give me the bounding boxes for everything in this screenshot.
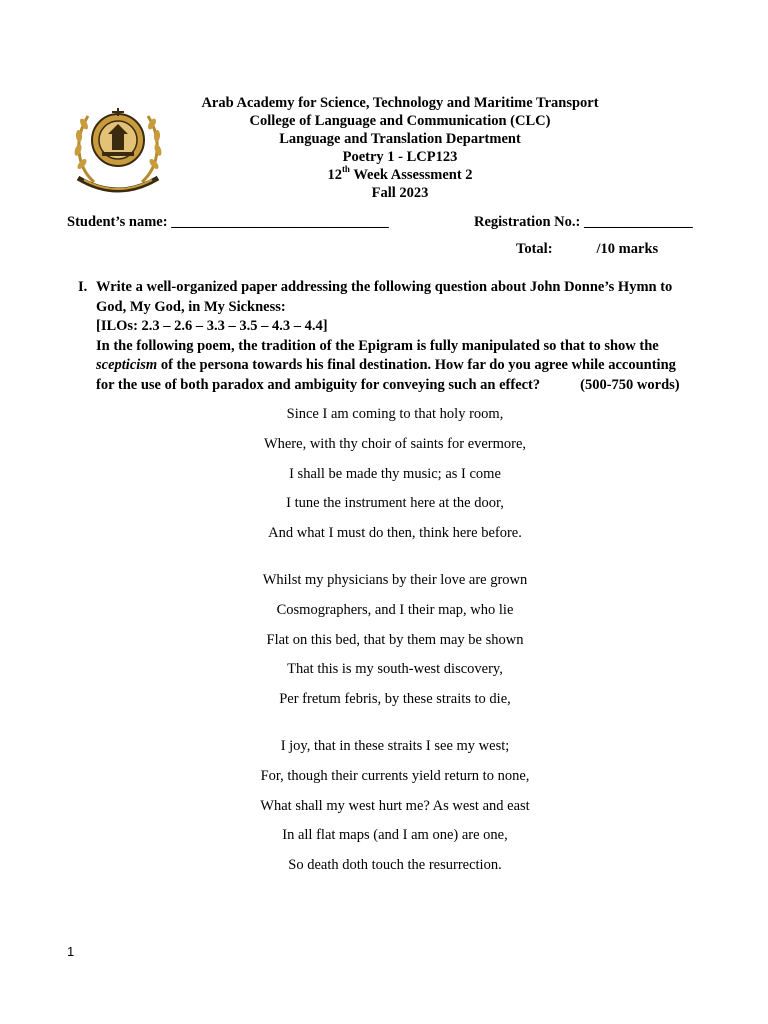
poem-line: In all flat maps (and I am one) are one, <box>282 827 508 844</box>
poem-line: I shall be made thy music; as I come <box>289 465 501 482</box>
poem-line: Cosmographers, and I their map, who lie <box>276 601 514 618</box>
poem-line: I joy, that in these straits I see my west; <box>280 737 510 754</box>
poem-line: So death doth touch the resurrection. <box>288 857 502 874</box>
registration-number-field[interactable]: Registration No.: _______________ <box>474 214 693 230</box>
department-name: Language and Translation Department <box>279 131 521 147</box>
institution-name: Arab Academy for Science, Technology and Maritime Transport <box>201 95 599 111</box>
poem-line: And what I must do then, think here before. <box>268 525 522 542</box>
poem-line: Per fretum febris, by these straits to die, <box>279 691 511 708</box>
total-marks: Total: /10 marks <box>516 241 659 257</box>
poem-line: For, though their currents yield return to none, <box>260 767 530 784</box>
term: Fall 2023 <box>371 185 429 201</box>
poem-line: Flat on this bed, that by them may be shown <box>266 631 524 648</box>
question-number: I. <box>78 279 88 295</box>
poem-stanza <box>0 404 768 553</box>
poem <box>0 404 768 885</box>
poem-stanza <box>0 570 768 719</box>
poem-line: Where, with thy choir of saints for evermore, <box>263 435 527 452</box>
assessment-title: 12th Week Assessment 2 <box>327 164 473 183</box>
page-number: 1 <box>67 944 75 959</box>
poem-line: I tune the instrument here at the door, <box>286 495 504 512</box>
poem-line: What shall my west hurt me? As west and east <box>260 797 530 814</box>
course-title: Poetry 1 - LCP123 <box>342 149 458 165</box>
poem-line: That this is my south-west discovery, <box>287 661 503 678</box>
poem-line: Whilst my physicians by their love are grown <box>262 571 528 588</box>
college-name: College of Language and Communication (CLC) <box>249 113 551 129</box>
poem-stanza <box>0 736 768 885</box>
question-text: Write a well-organized paper addressing the following question about John Donne’s Hymn to God, My God, in My Sickness: [ILOs: 2.3 – 2.6 – 3.3 – 3.5 – 4.3 – 4.4] In the following poem, the tradition of the Epigram is fully manipulated so that to show the scepticism of the persona towards his final destination. How far do you agree while accounting for the use of both paradox and ambiguity for conveying such an effect? (500-750 words) <box>96 278 706 395</box>
student-name-field[interactable]: Student’s name: ______________________________ <box>67 214 389 230</box>
word-count: (500-750 words) <box>580 376 680 393</box>
poem-line: Since I am coming to that holy room, <box>286 406 504 422</box>
document-header <box>150 94 650 202</box>
